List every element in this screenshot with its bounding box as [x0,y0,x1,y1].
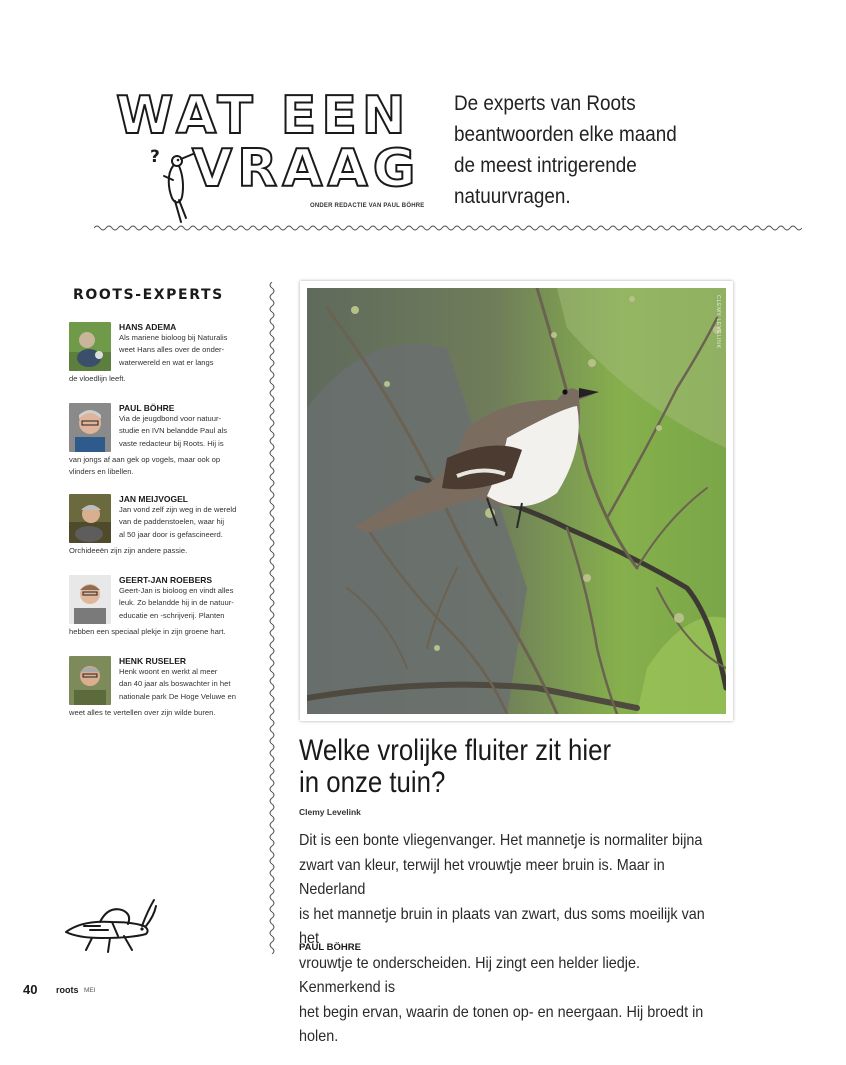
intro-line: De experts van Roots [454,92,636,115]
expert-bio-line: nationale park De Hoge Veluwe en [119,691,236,701]
expert-photo [69,575,111,624]
experts-title: ROOTS-EXPERTS [73,287,224,303]
expert-name: HANS ADEMA [119,322,177,332]
magazine-name: roots [56,985,79,995]
bird-photo-frame [300,281,733,721]
intro-line: beantwoorden elke maand [454,123,677,146]
bird-doodle-icon [148,140,198,226]
question-title [299,735,611,799]
answer-line: het begin ervan, waarin de tonen op- en neergaan. Hij broedt in holen. [299,1003,704,1045]
answer-text [299,829,722,1050]
expert-bio-line: van jongs af aan gek op vogels, maar ook op [69,455,221,464]
answer-author: PAUL BÖHRE [299,942,361,953]
expert-name: GEERT-JAN ROEBERS [119,575,213,585]
expert-photo [69,656,111,705]
answer-line: zwart van kleur, terwijl het vrouwtje meer bruin is. Maar in Nederland [299,856,665,898]
expert-name: HENK RUSELER [119,656,187,666]
page-number: 40 [23,982,38,997]
intro-line: natuurvragen. [454,185,571,208]
question-line: Welke vrolijke fluiter zit hier [299,734,612,767]
expert-photo [69,403,111,452]
expert-bio-line: dan 40 jaar als boswachter in het [119,679,231,689]
experts-sidebar [64,280,264,730]
expert-bio-line: educatie en -schrijverij. Planten [119,610,225,620]
expert-photo [69,322,111,371]
expert-bio-line: studie en IVN belandde Paul als [119,426,228,436]
expert-bio-line: al 50 jaar door is gefascineerd. [119,529,223,539]
expert-bio-line: hebben een speciaal plekje in zijn groene hart. [69,627,226,636]
expert-name: JAN MEIJVOGEL [119,494,188,504]
question-asker: Clemy Levelink [299,807,361,817]
answer-line: is het mannetje bruin in plaats van zwart, dus soms moeilijk van het [299,905,705,947]
expert-bio-line: Henk woont en werkt al meer [119,667,218,676]
logo-line2: VRAAG [192,139,421,199]
intro-line: de meest intrigerende [454,154,637,177]
intro-text [454,88,677,212]
question-line: in onze tuin? [299,766,446,799]
expert-bio-line: weet alles te vertellen over zijn wilde buren. [69,708,216,717]
expert-bio-line: leuk. Zo belandde hij in de natuur- [119,598,234,608]
header [0,0,846,240]
expert-bio-line: Geert-Jan is bioloog en vindt alles [119,586,234,595]
bird-photo [307,288,726,714]
expert-bio-line: vlinders en libellen. [69,467,134,477]
expert-photo [69,494,111,543]
expert-bio-line: Orchideeën zijn zijn andere passie. [69,546,188,555]
column-wavy-divider [268,282,276,954]
svg-text:?: ? [150,147,160,167]
expert-bio-line: weet Hans alles over de onder- [119,345,225,355]
expert-bio-line: waterwereld en wat er langs [119,357,214,367]
logo-line1: WAT EEN [116,86,411,146]
photo-credit: CLEMY LEVELINK [715,295,721,349]
magazine-month: MEI [84,987,96,994]
grasshopper-icon [62,896,158,956]
header-wavy-divider [94,224,802,232]
expert-name: PAUL BÖHRE [119,403,175,413]
expert-bio-line: van de paddenstoelen, waar hij [119,517,225,527]
byline: ONDER REDACTIE VAN PAUL BÖHRE [310,203,425,209]
answer-line: Dit is een bonte vliegenvanger. Het mannetje is normaliter bijna [299,832,703,849]
expert-bio-line: Jan vond zelf zijn weg in de wereld [119,505,237,514]
expert-bio-line: Via de jeugdbond voor natuur- [119,414,222,423]
expert-bio-line: de vloedlijn leeft. [69,374,126,383]
answer-line: vrouwtje te onderscheiden. Hij zingt een helder liedje. Kenmerkend is [299,954,641,996]
expert-bio-line: vaste redacteur bij Roots. Hij is [119,438,224,448]
expert-bio-line: Als mariene bioloog bij Naturalis [119,333,228,342]
